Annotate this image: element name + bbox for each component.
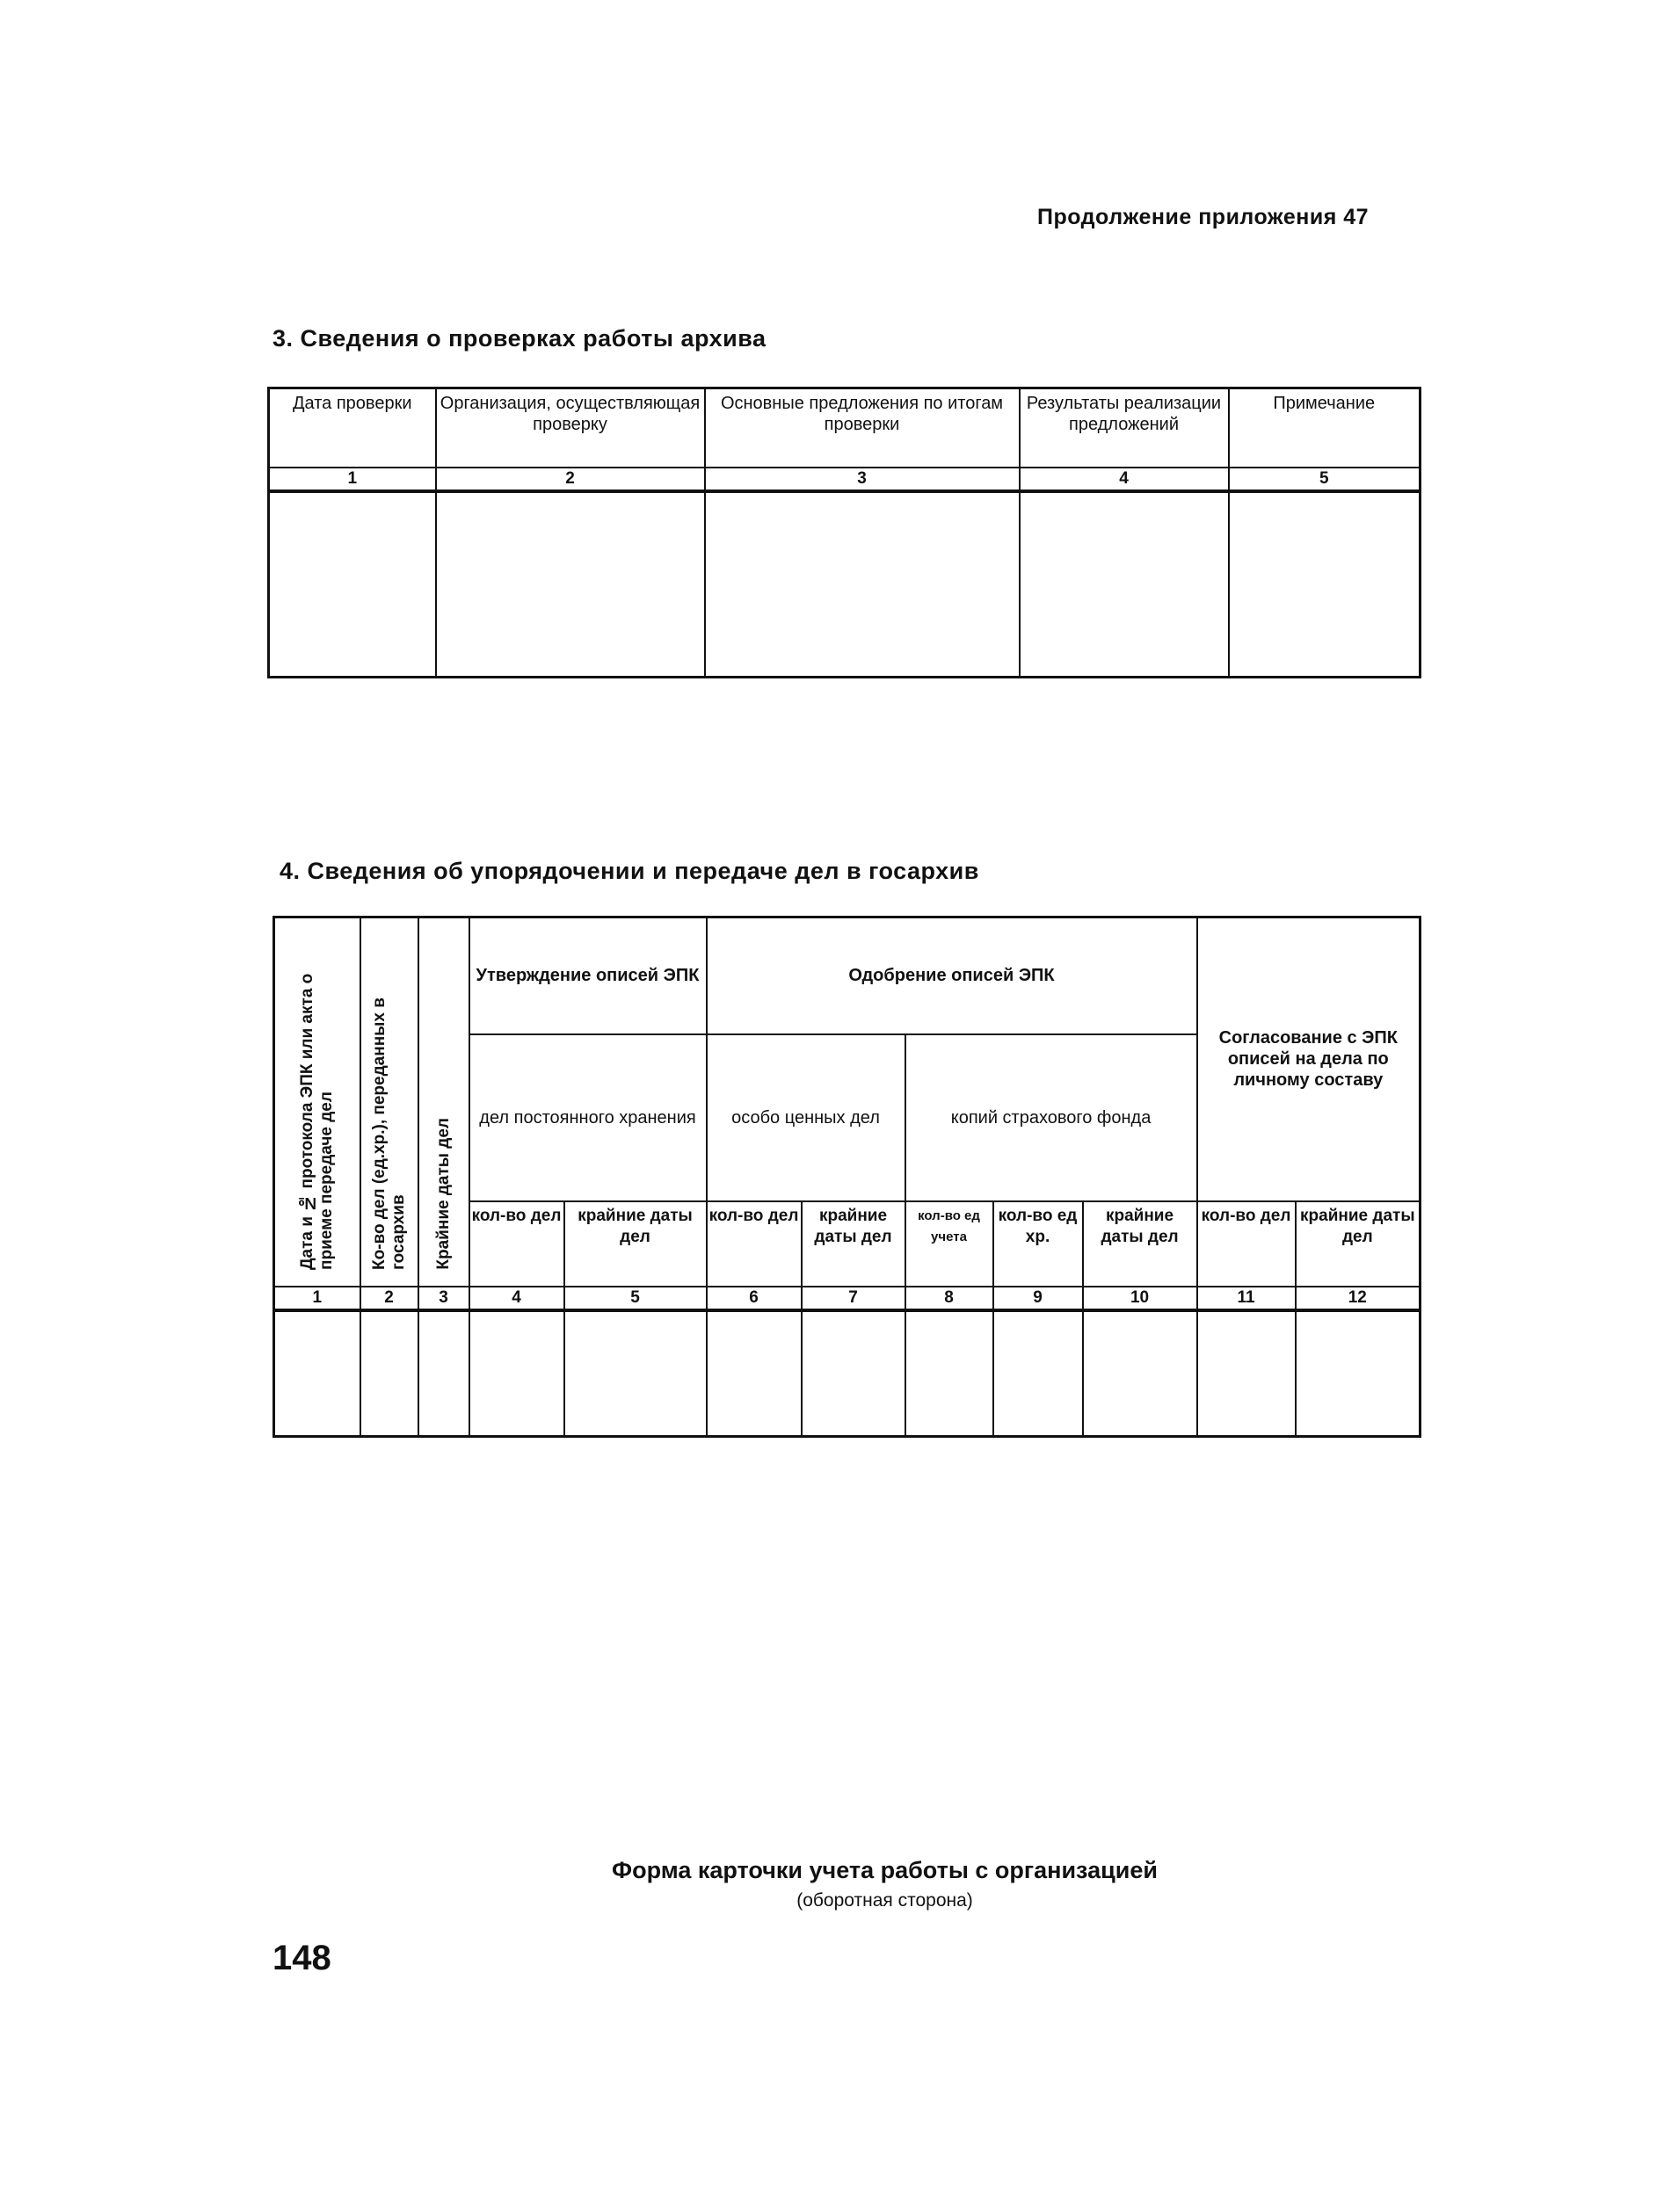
header-insurance-copies: копий страхового фонда [905,1034,1197,1201]
header-count: кол-во дел [707,1201,802,1287]
header-count: кол-во дел [469,1201,564,1287]
blank-cell [274,1310,360,1437]
blank-cell [802,1310,905,1437]
column-number-row [274,1287,1421,1310]
form-caption-subtitle: (оборотная сторона) [796,1890,973,1911]
column-number: 9 [993,1287,1083,1310]
inspections-table [267,387,1421,678]
header-protocol-date: Дата и № протокола ЭПК или акта о приеме передаче дел [274,917,360,1287]
section-3-title: 3. Сведения о проверках работы архива [272,325,767,352]
column-number: 6 [707,1287,802,1310]
header-approval-group: Утверждение описей ЭПК [469,917,707,1034]
header-organization: Организация, осуществляющая проверку [436,388,705,468]
header-date-range: Крайние даты дел [418,917,469,1287]
blank-cell [705,491,1020,678]
column-number: 4 [469,1287,564,1310]
header-extreme-dates: крайние даты дел [1083,1201,1197,1287]
header-count: кол-во дел [1197,1201,1296,1287]
blank-cell [1197,1310,1296,1437]
appendix-note: Продолжение приложения 47 [1037,205,1370,229]
header-note: Примечание [1229,388,1421,468]
column-number: 2 [436,468,705,491]
blank-entry-row [274,1310,1421,1437]
column-number: 3 [418,1287,469,1310]
column-number: 7 [802,1287,905,1310]
blank-cell [1020,491,1229,678]
group-header-row [274,917,1421,1034]
blank-cell [1296,1310,1421,1437]
blank-cell [707,1310,802,1437]
column-number: 3 [705,468,1020,491]
header-especially-valuable: особо ценных дел [707,1034,905,1201]
transfer-table [272,916,1421,1438]
column-number: 10 [1083,1287,1197,1310]
section-4-title: 4. Сведения об упорядочении и передаче дел в госархив [280,858,979,884]
blank-cell [436,491,705,678]
blank-cell [269,491,436,678]
header-count-storage-units: кол-во ед хр. [993,1201,1083,1287]
column-number: 5 [1229,468,1421,491]
column-number: 8 [905,1287,993,1310]
blank-entry-row [269,491,1421,678]
blank-cell [418,1310,469,1437]
column-number: 12 [1296,1287,1421,1310]
header-row [269,388,1421,468]
header-extreme-dates: крайние даты дел [1296,1201,1421,1287]
header-endorsement-group: Одобрение описей ЭПК [707,917,1197,1034]
column-number: 1 [274,1287,360,1310]
blank-cell [993,1310,1083,1437]
column-number: 5 [564,1287,707,1310]
page-number: 148 [272,1939,331,1977]
column-number: 11 [1197,1287,1296,1310]
blank-cell [1229,491,1421,678]
header-extreme-dates: крайние даты дел [564,1201,707,1287]
header-inspection-date: Дата проверки [269,388,436,468]
header-transferred-count: Ко-во дел (ед.хр.), переданных в госархив [360,917,418,1287]
blank-cell [564,1310,707,1437]
header-permanent-storage: дел постоянного хранения [469,1034,707,1201]
header-main-proposals: Основные предложения по итогам проверки [705,388,1020,468]
column-number: 1 [269,468,436,491]
column-number: 4 [1020,468,1229,491]
blank-cell [360,1310,418,1437]
form-caption: Форма карточки учета работы с организацией [612,1857,1158,1883]
header-extreme-dates: крайние даты дел [802,1201,905,1287]
header-count-units: кол-во ед учета [905,1201,993,1287]
column-number: 2 [360,1287,418,1310]
blank-cell [905,1310,993,1437]
header-agreement-group: Согласование с ЭПК описей на дела по личному составу [1197,917,1421,1201]
blank-cell [1083,1310,1197,1437]
blank-cell [469,1310,564,1437]
column-number-row [269,468,1421,491]
header-implementation-results: Результаты реализации предложений [1020,388,1229,468]
